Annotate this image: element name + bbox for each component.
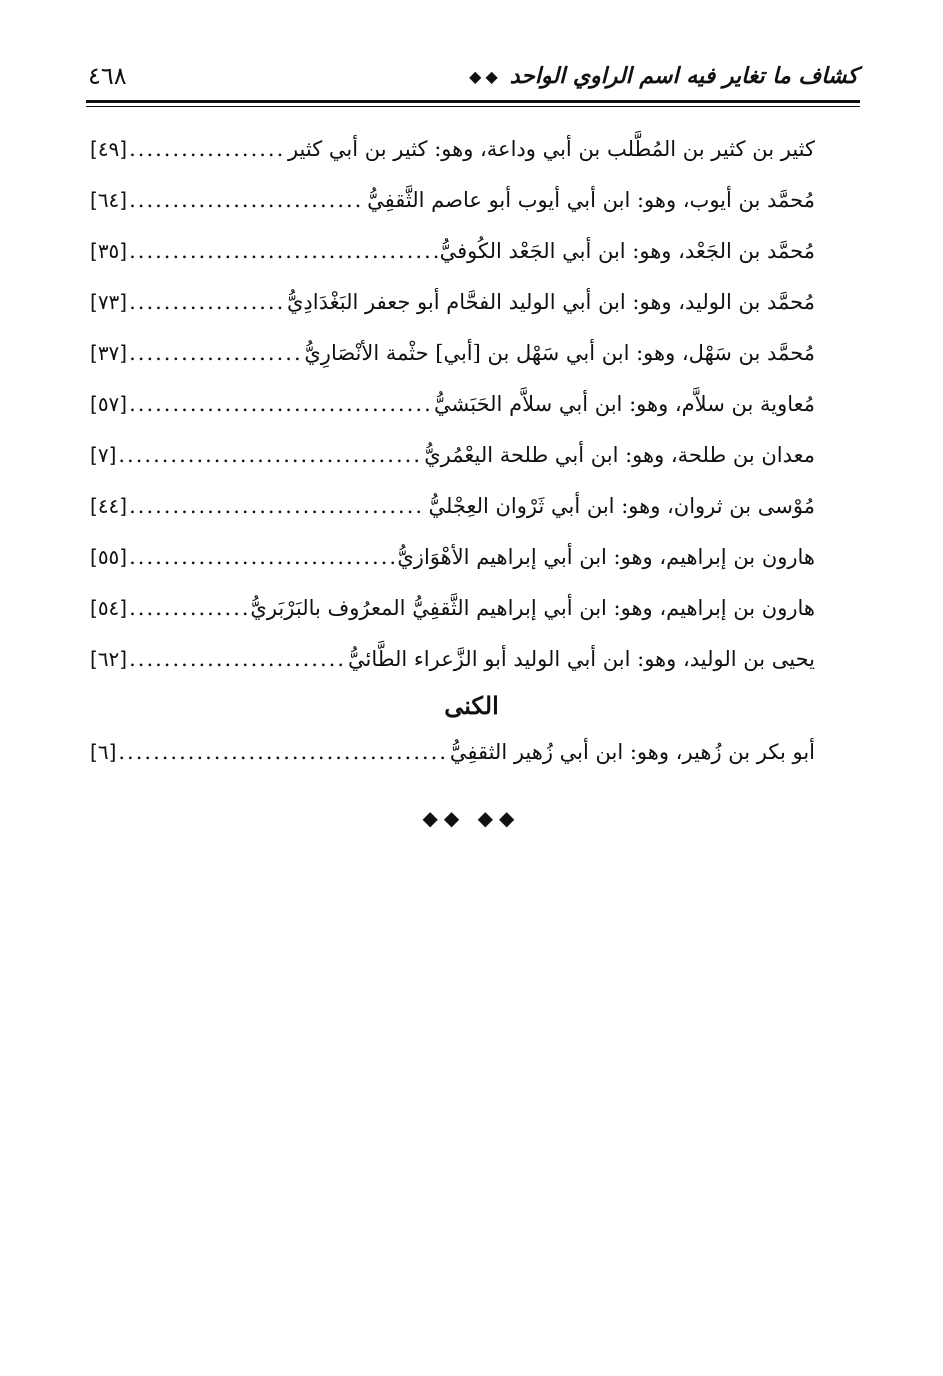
dot-leader xyxy=(129,379,432,430)
dot-leader xyxy=(129,481,426,532)
index-entry xyxy=(90,583,815,634)
index-entry xyxy=(90,481,815,532)
entry-text: مُعاوية بن سلاَّم، وهو: ابن أبي سلاَّم الحَبَشيُّ xyxy=(434,392,815,416)
entry-text: كثير بن كثير بن المُطَّلب بن أبي وداعة، وهو: كثير بن أبي كثير xyxy=(287,137,815,161)
header-diamond-ornament: ◆◆ xyxy=(469,66,502,86)
entry-reference-number: [٦٢] xyxy=(90,647,128,671)
index-entry xyxy=(90,175,815,226)
index-entry xyxy=(90,634,815,685)
entry-text: هارون بن إبراهيم، وهو: ابن أبي إبراهيم الثَّقفِيُّ المعرُوف بالبَرْبَريُّ xyxy=(250,596,815,620)
index-entry xyxy=(90,430,815,481)
dot-leader xyxy=(129,532,395,583)
entry-reference-number: [٧] xyxy=(90,443,117,467)
entry-reference-number: [٥٥] xyxy=(90,545,128,569)
entry-reference-number: [٤٤] xyxy=(90,494,128,518)
entry-reference-number: [٦٤] xyxy=(90,188,128,212)
entry-reference-number: [٦] xyxy=(90,740,117,764)
header-title-group xyxy=(469,63,858,89)
entry-text: مُحمَّد بن الوليد، وهو: ابن أبي الوليد الفحَّام أبو جعفر البَغْدَادِيُّ xyxy=(286,290,815,314)
entry-reference-number: [٧٣] xyxy=(90,290,128,314)
section-heading-kuna: الكنى xyxy=(444,691,499,720)
entry-text: هارون بن إبراهيم، وهو: ابن أبي إبراهيم الأهْوَازيُّ xyxy=(397,545,815,569)
index-entry xyxy=(90,226,815,277)
index-entry xyxy=(90,328,815,379)
entry-text: مُحمَّد بن الجَعْد، وهو: ابن أبي الجَعْد الكُوفيُّ xyxy=(439,239,815,263)
entry-text: مُحمَّد بن سَهْل، وهو: ابن أبي سَهْل بن [أبي] حثْمة الأنْصَارِيُّ xyxy=(304,341,815,365)
entry-text: معدان بن طلحة، وهو: ابن أبي طلحة اليعْمُريُّ xyxy=(424,443,815,467)
entry-text: أبو بكر بن زُهير، وهو: ابن أبي زُهير الثقفِيُّ xyxy=(449,740,815,764)
page-header xyxy=(88,58,858,94)
page-number: ٤٦٨ xyxy=(88,62,127,90)
dot-leader xyxy=(129,277,285,328)
entry-reference-number: [٤٩] xyxy=(90,137,128,161)
dot-leader xyxy=(129,583,248,634)
entry-text: يحيى بن الوليد، وهو: ابن أبي الوليد أبو الزَّعراء الطَّائيُّ xyxy=(348,647,815,671)
dot-leader xyxy=(129,328,302,379)
index-entry xyxy=(90,379,815,430)
entry-reference-number: [٥٤] xyxy=(90,596,128,620)
dot-leader xyxy=(129,634,346,685)
index-entry xyxy=(90,124,815,175)
index-entries xyxy=(90,124,815,778)
entry-text: مُحمَّد بن أيوب، وهو: ابن أبي أيوب أبو عاصم الثَّقفِيُّ xyxy=(367,188,815,212)
entry-reference-number: [٣٧] xyxy=(90,341,128,365)
dot-leader xyxy=(129,124,286,175)
running-title: كشاف ما تغاير فيه اسم الراوي الواحد xyxy=(509,63,858,89)
index-entry xyxy=(90,727,815,778)
dot-leader xyxy=(129,175,365,226)
entry-reference-number: [٣٥] xyxy=(90,239,128,263)
header-rule-thin xyxy=(86,106,860,107)
entry-reference-number: [٥٧] xyxy=(90,392,128,416)
index-entry xyxy=(90,277,815,328)
dot-leader xyxy=(118,430,422,481)
end-diamond-ornament: ◆◆ ◆◆ xyxy=(422,806,521,830)
index-entry xyxy=(90,532,815,583)
header-rule-thick xyxy=(86,100,860,103)
dot-leader xyxy=(118,727,447,778)
dot-leader xyxy=(129,226,437,277)
entry-text: مُوْسى بن ثروان، وهو: ابن أبي ثَرْوان العِجْليُّ xyxy=(428,494,815,518)
